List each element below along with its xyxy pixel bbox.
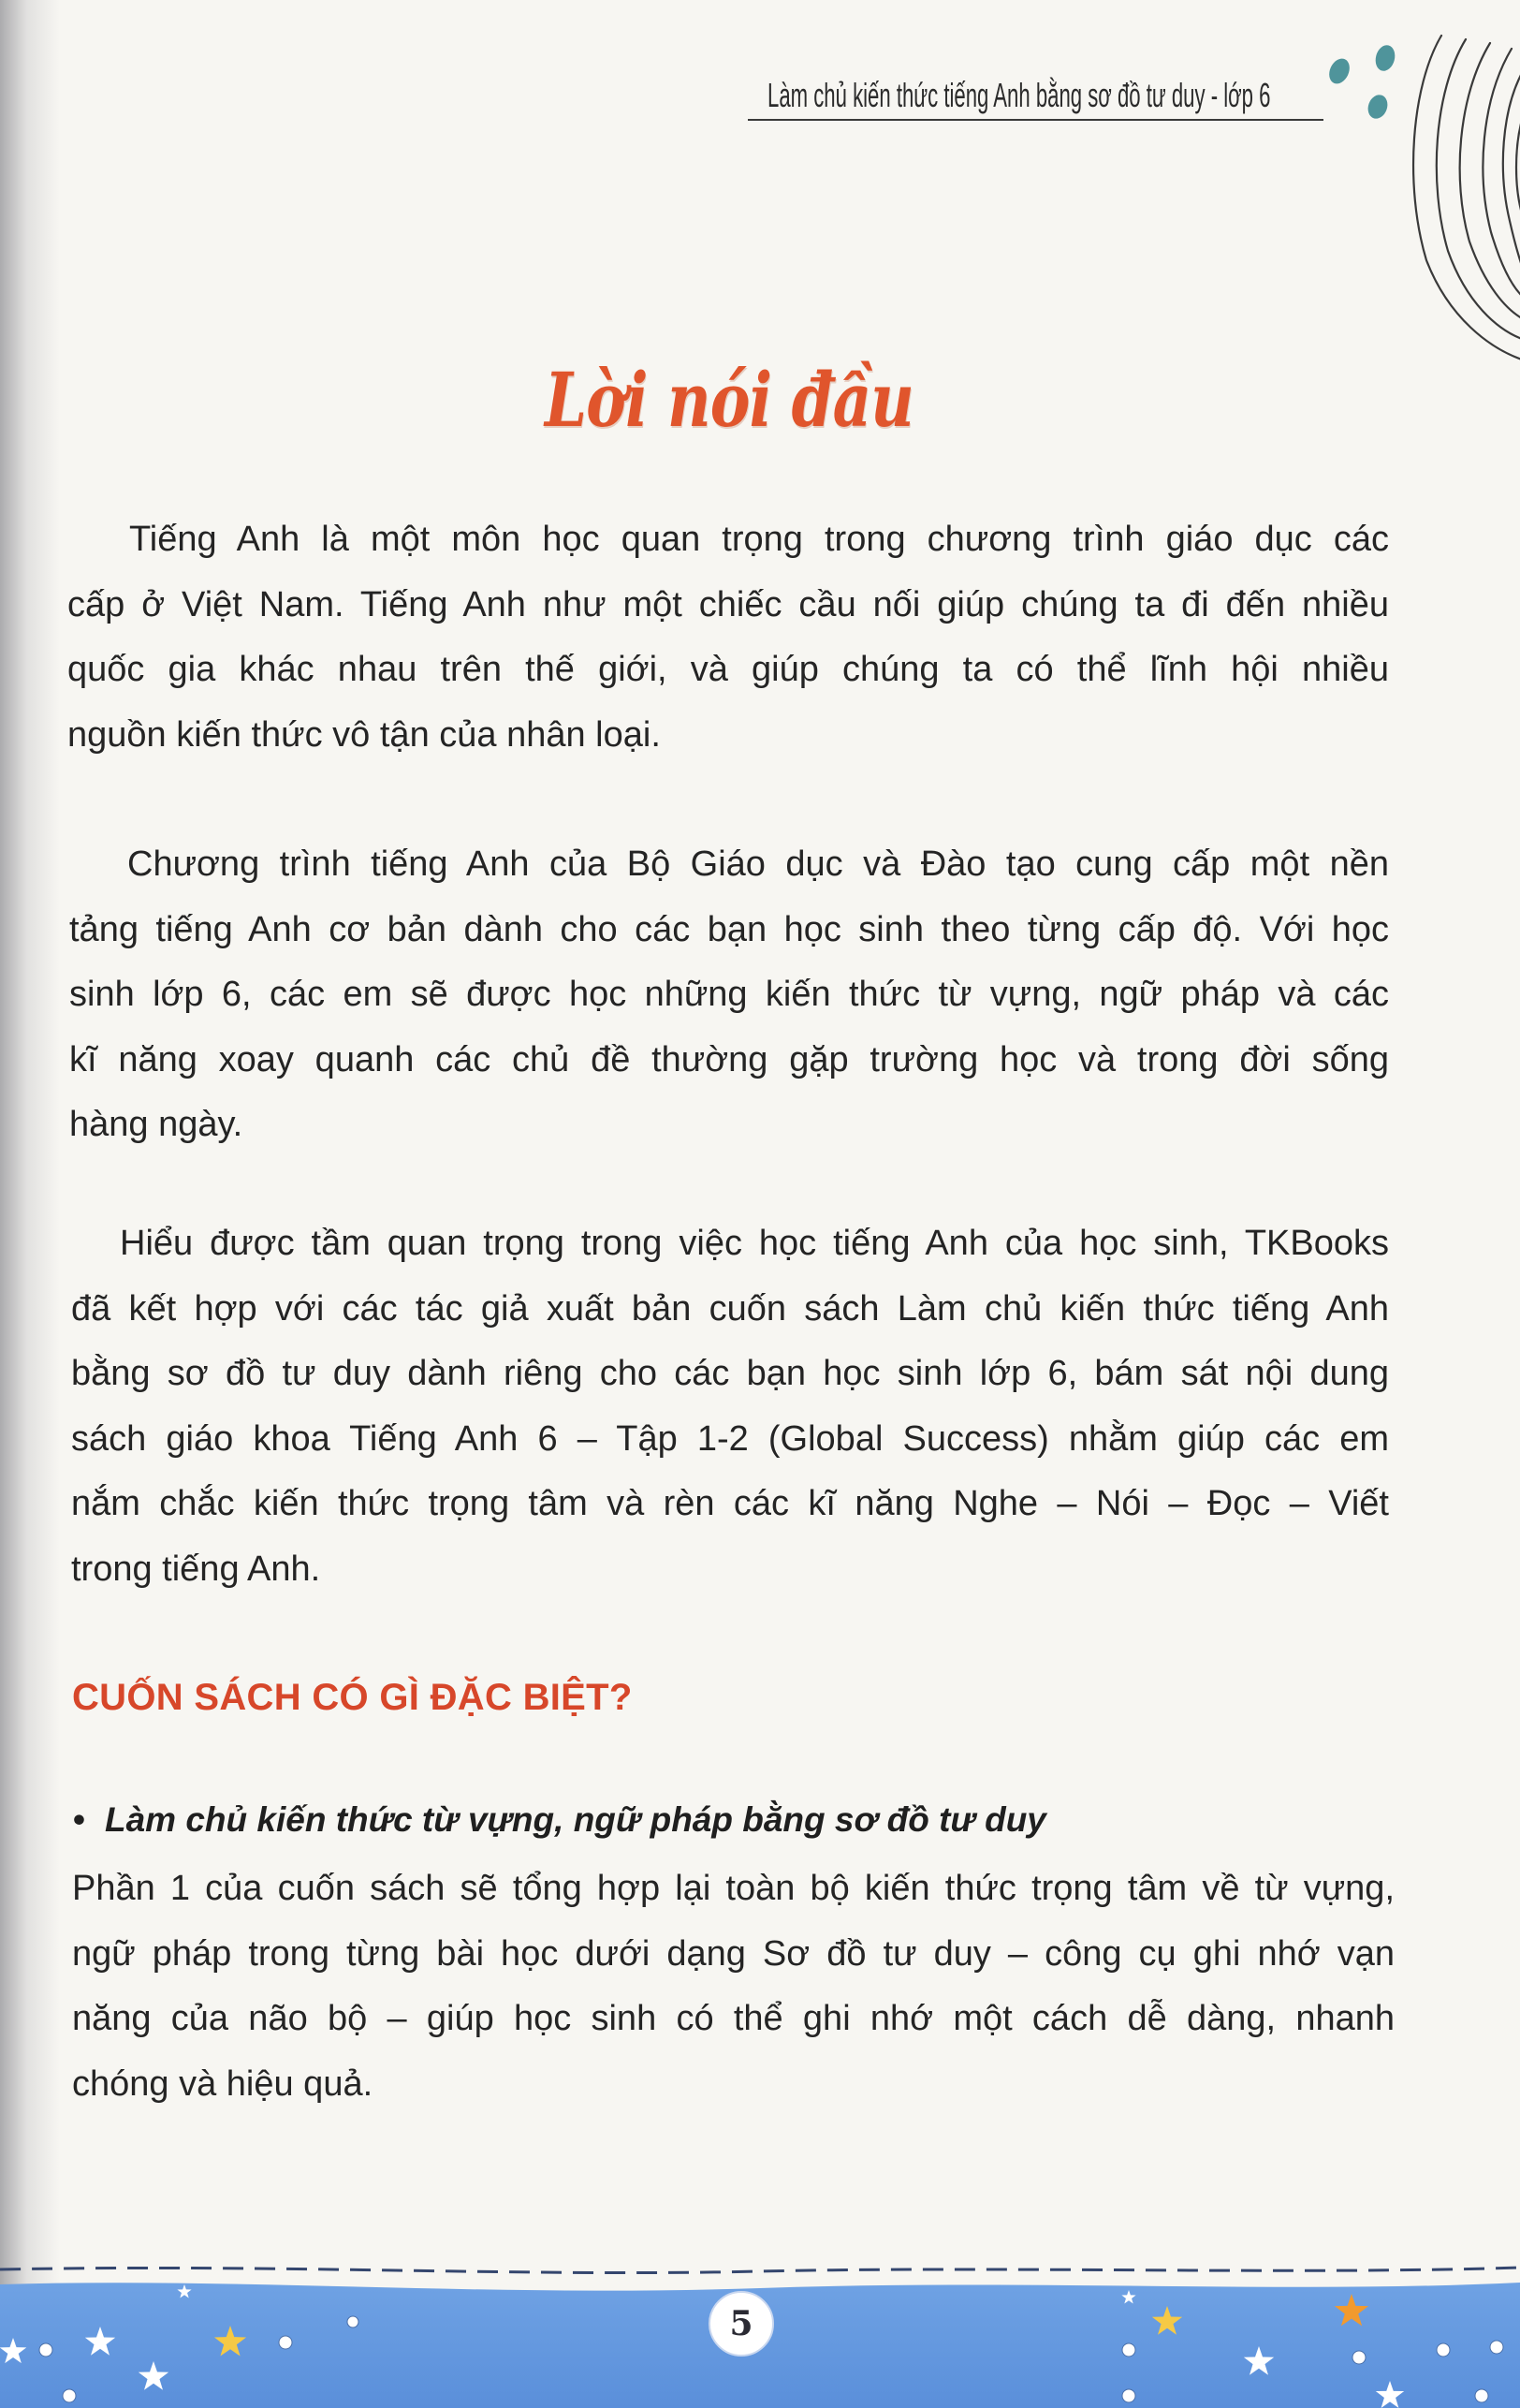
ripple-line: [1516, 120, 1520, 213]
paragraph-intro: [67, 507, 1389, 768]
dot-icon: [1122, 2343, 1135, 2357]
text-line: đã kết hợp với các tác giả xuất bản cuốn sách Làm chủ kiến thức tiếng Anh: [71, 1288, 1389, 1329]
dashed-line: [0, 2268, 1520, 2273]
text-line: nguồn kiến thức vô tận của nhân loại.: [67, 714, 661, 755]
text-line: cấp ở Việt Nam. Tiếng Anh như một chiếc cầu nối giúp chúng ta đi đến nhiều: [67, 584, 1389, 624]
feature-title-row: [73, 1787, 1103, 1853]
teal-dot: [1325, 55, 1353, 87]
ripple-line: [1483, 49, 1520, 296]
section-heading: CUỐN SÁCH CÓ GÌ ĐẶC BIỆT?: [72, 1677, 633, 1718]
text-line: Chương trình tiếng Anh của Bộ Giáo dục và Đào tạo cung cấp một nền: [127, 844, 1389, 884]
text-line: Hiểu được tầm quan trọng trong việc học tiếng Anh của học sinh, TKBooks: [120, 1224, 1389, 1263]
text-line: tảng tiếng Anh cơ bản dành cho các bạn học sinh theo từng cấp độ. Với học: [69, 909, 1389, 949]
teal-dot: [1365, 92, 1391, 121]
text-line: hàng ngày.: [69, 1105, 243, 1144]
running-title: Làm chủ kiến thức tiếng Anh bằng sơ đồ tư duy - lớp 6: [767, 76, 1271, 114]
dot-icon: [279, 2336, 292, 2349]
ripple-lines-decoration: [1413, 36, 1520, 360]
text-line: ngữ pháp trong từng bài học dưới dạng Sơ đồ tư duy – công cụ ghi nhớ vạn: [72, 1933, 1395, 1974]
dot-icon: [1475, 2389, 1488, 2402]
text-line: trong tiếng Anh.: [71, 1549, 321, 1589]
text-line: năng của não bộ – giúp học sinh có thể ghi nhớ một cách dễ dàng, nhanh: [72, 1999, 1395, 2038]
text-line: sinh lớp 6, các em sẽ được học những kiến thức từ vựng, ngữ pháp và các: [69, 975, 1389, 1014]
ripple-line: [1413, 36, 1520, 360]
bullet-icon: •: [73, 1800, 85, 1839]
text-line: quốc gia khác nhau trên thế giới, và giúp chúng ta có thể lĩnh hội nhiều: [67, 650, 1389, 689]
paragraph-publisher: [71, 1211, 1389, 1602]
paragraph-curriculum: [69, 832, 1389, 1158]
text-line: kĩ năng xoay quanh các chủ đề thường gặp trường học và trong đời sống: [69, 1039, 1389, 1079]
ripple-line: [1437, 39, 1520, 339]
text-line: sách giáo khoa Tiếng Anh 6 – Tập 1-2 (Global Success) nhằm giúp các em: [71, 1418, 1389, 1459]
ripple-line: [1503, 73, 1520, 266]
dot-icon: [63, 2389, 76, 2402]
text-line: nắm chắc kiến thức trọng tâm và rèn các kĩ năng Nghe – Nói – Đọc – Viết: [71, 1484, 1389, 1523]
text-line: chóng và hiệu quả.: [72, 2063, 373, 2104]
dot-icon: [39, 2343, 52, 2357]
teal-dots-decoration: [1325, 43, 1397, 122]
paragraph-feature: [72, 1857, 1395, 2117]
dot-icon: [1490, 2341, 1503, 2354]
header-rule: [748, 119, 1323, 121]
page-number: 5: [729, 2304, 753, 2343]
text-line: Phần 1 của cuốn sách sẽ tổng hợp lại toàn bộ kiến thức trọng tâm về từ vựng,: [72, 1869, 1395, 1908]
dot-icon: [1122, 2389, 1135, 2402]
page-title: Lời nói đầu: [544, 356, 914, 444]
text-line: Tiếng Anh là một môn học quan trọng trong chương trình giáo dục các: [129, 520, 1389, 559]
dot-icon: [1437, 2343, 1450, 2357]
ripple-line: [1460, 43, 1520, 318]
feature-title: Làm chủ kiến thức từ vựng, ngữ pháp bằng sơ đồ tư duy: [105, 1800, 1046, 1839]
dot-icon: [347, 2316, 358, 2327]
teal-dot: [1373, 43, 1398, 73]
top-decoration: [0, 0, 1520, 393]
text-line: bằng sơ đồ tư duy dành riêng cho các bạn học sinh lớp 6, bám sát nội dung: [71, 1354, 1389, 1393]
dot-icon: [1352, 2351, 1366, 2364]
